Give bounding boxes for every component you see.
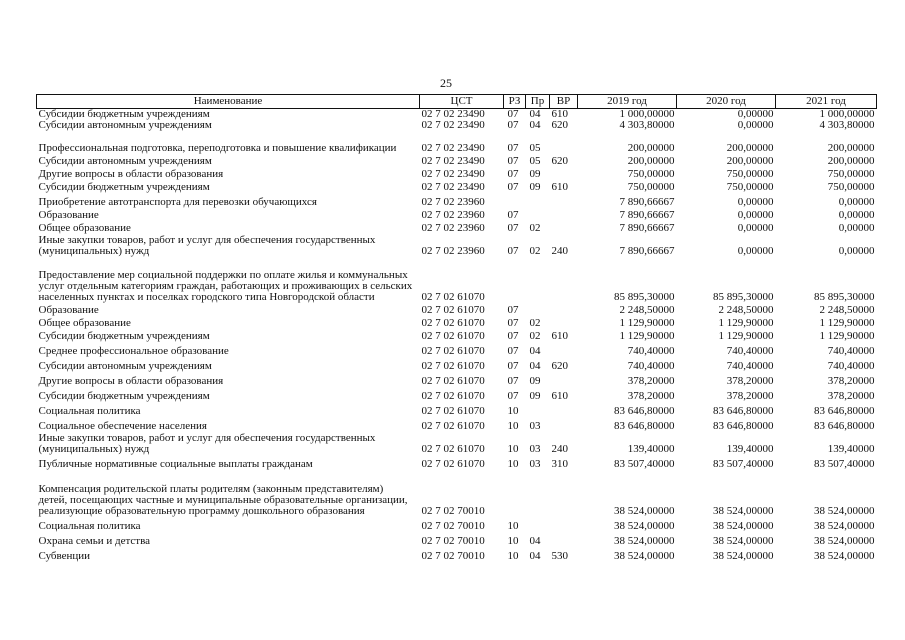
row-value-2021: 740,40000 <box>827 360 875 372</box>
row-rz: 07 <box>507 108 519 120</box>
row-vr <box>550 221 578 234</box>
row-pr <box>526 208 550 221</box>
row-value-2020: 38 524,00000 <box>713 535 774 547</box>
row-value-2019: 7 890,66667 <box>619 245 675 257</box>
row-value-2020: 0,00000 <box>737 209 774 221</box>
row-pr: 09 <box>529 375 541 387</box>
row-value-2021: 740,40000 <box>827 345 875 357</box>
row-rz: 07 <box>507 375 519 387</box>
row-rz: 10 <box>507 535 519 547</box>
row-value-2021: 750,00000 <box>827 168 875 180</box>
row-vr <box>550 342 578 357</box>
row-cst: 02 7 02 61070 <box>421 317 485 329</box>
column-header-vr: ВР <box>550 95 578 109</box>
row-value-2020: 38 524,00000 <box>713 505 774 517</box>
row-cst: 02 7 02 23960 <box>421 196 485 208</box>
row-value-2021: 0,00000 <box>838 209 875 221</box>
row-value-2019: 7 890,66667 <box>619 196 675 208</box>
row-value-2021: 378,20000 <box>827 375 875 387</box>
row-value-2021: 38 524,00000 <box>814 520 875 532</box>
row-value-2019: 38 524,00000 <box>614 550 675 562</box>
row-vr: 310 <box>551 458 568 470</box>
row-rz <box>504 257 526 303</box>
row-value-2019: 83 646,80000 <box>614 420 675 432</box>
row-cst: 02 7 02 61070 <box>421 360 485 372</box>
row-value-2021: 83 507,40000 <box>814 458 875 470</box>
row-cst: 02 7 02 61070 <box>421 304 485 316</box>
table-row <box>37 470 877 517</box>
row-value-2019: 750,00000 <box>627 168 675 180</box>
row-vr: 610 <box>551 108 568 120</box>
table-row <box>37 167 877 180</box>
row-vr <box>550 372 578 387</box>
row-pr: 04 <box>529 345 541 357</box>
row-value-2020: 139,40000 <box>726 443 774 455</box>
row-name: Субсидии бюджетным учреждениям <box>38 330 210 342</box>
row-vr: 240 <box>551 443 568 455</box>
table-row <box>37 342 877 357</box>
row-value-2020: 1 129,90000 <box>718 330 774 342</box>
table-row <box>37 120 877 131</box>
row-rz: 07 <box>507 222 519 234</box>
row-rz: 07 <box>507 317 519 329</box>
row-value-2020: 83 646,80000 <box>713 420 774 432</box>
row-value-2019: 83 646,80000 <box>614 405 675 417</box>
table-row <box>37 455 877 470</box>
row-value-2021: 1 000,00000 <box>819 108 875 120</box>
table-row <box>37 303 877 316</box>
row-value-2020: 38 524,00000 <box>713 520 774 532</box>
row-value-2019: 38 524,00000 <box>614 505 675 517</box>
row-vr <box>550 532 578 547</box>
column-header-cst: ЦСТ <box>420 95 504 109</box>
row-vr <box>550 303 578 316</box>
row-cst: 02 7 02 70010 <box>421 520 485 532</box>
table-row <box>37 131 877 154</box>
row-value-2021: 200,00000 <box>827 142 875 154</box>
row-cst: 02 7 02 61070 <box>421 390 485 402</box>
row-rz: 10 <box>507 405 519 417</box>
row-pr: 09 <box>529 168 541 180</box>
row-pr <box>526 402 550 417</box>
table-row <box>37 221 877 234</box>
row-value-2019: 7 890,66667 <box>619 222 675 234</box>
row-value-2019: 85 895,30000 <box>614 291 675 303</box>
row-value-2020: 0,00000 <box>737 108 774 120</box>
row-value-2021: 200,00000 <box>827 155 875 167</box>
row-rz: 07 <box>507 360 519 372</box>
table-row <box>37 154 877 167</box>
row-name: Среднее профессиональное образование <box>38 345 229 357</box>
row-vr <box>550 167 578 180</box>
row-rz: 07 <box>507 181 519 193</box>
row-pr: 04 <box>529 550 541 562</box>
row-pr <box>526 470 550 517</box>
row-value-2020: 740,40000 <box>726 360 774 372</box>
table-row <box>37 532 877 547</box>
row-value-2019: 378,20000 <box>627 390 675 402</box>
row-cst: 02 7 02 70010 <box>421 505 485 517</box>
table-row <box>37 402 877 417</box>
row-pr: 05 <box>529 142 541 154</box>
row-cst: 02 7 02 23490 <box>421 181 485 193</box>
row-value-2019: 740,40000 <box>627 360 675 372</box>
row-name: Образование <box>38 209 99 221</box>
row-value-2019: 200,00000 <box>627 155 675 167</box>
column-header-pr: Пр <box>526 95 550 109</box>
row-pr: 09 <box>529 181 541 193</box>
row-cst: 02 7 02 61070 <box>421 420 485 432</box>
row-vr: 620 <box>551 360 568 372</box>
row-name: Публичные нормативные социальные выплаты гражданам <box>38 458 313 470</box>
row-name: Субсидии бюджетным учреждениям <box>38 181 210 193</box>
row-value-2020: 200,00000 <box>726 142 774 154</box>
row-vr <box>550 470 578 517</box>
row-name: Социальное обеспечение населения <box>38 420 207 432</box>
row-rz: 07 <box>507 142 519 154</box>
row-value-2021: 38 524,00000 <box>814 550 875 562</box>
column-header-rz: РЗ <box>504 95 526 109</box>
row-pr: 09 <box>529 390 541 402</box>
row-value-2021: 139,40000 <box>827 443 875 455</box>
row-vr: 620 <box>551 155 568 167</box>
row-vr <box>550 131 578 154</box>
row-rz: 10 <box>507 443 519 455</box>
table-row <box>37 208 877 221</box>
table-body <box>37 109 877 563</box>
row-value-2020: 378,20000 <box>726 390 774 402</box>
row-pr: 04 <box>529 119 541 131</box>
row-vr: 530 <box>551 550 568 562</box>
row-rz <box>504 193 526 208</box>
row-name: Субсидии автономным учреждениям <box>38 360 212 372</box>
row-cst: 02 7 02 23490 <box>421 168 485 180</box>
row-name: Другие вопросы в области образования <box>38 168 224 180</box>
row-vr <box>550 417 578 432</box>
table-row <box>37 357 877 372</box>
row-pr: 04 <box>529 108 541 120</box>
row-pr: 03 <box>529 458 541 470</box>
row-rz: 07 <box>507 155 519 167</box>
row-value-2021: 0,00000 <box>838 222 875 234</box>
row-value-2019: 83 507,40000 <box>614 458 675 470</box>
row-pr <box>526 257 550 303</box>
table-row <box>37 517 877 532</box>
row-cst: 02 7 02 70010 <box>421 550 485 562</box>
column-header-2021: 2021 год <box>776 95 877 109</box>
row-value-2021: 0,00000 <box>838 245 875 257</box>
row-vr: 610 <box>551 330 568 342</box>
row-vr: 240 <box>551 245 568 257</box>
table-row <box>37 432 877 455</box>
row-value-2020: 2 248,50000 <box>718 304 774 316</box>
row-rz: 07 <box>507 209 519 221</box>
row-vr <box>550 316 578 329</box>
row-value-2020: 378,20000 <box>726 375 774 387</box>
row-pr: 02 <box>529 222 541 234</box>
row-name: Охрана семьи и детства <box>38 535 151 547</box>
row-cst: 02 7 02 23490 <box>421 142 485 154</box>
budget-table <box>36 94 877 562</box>
row-value-2021: 378,20000 <box>827 390 875 402</box>
column-header-name: Наименование <box>37 95 420 109</box>
row-vr: 620 <box>551 119 568 131</box>
table-row <box>37 257 877 303</box>
row-value-2020: 0,00000 <box>737 196 774 208</box>
row-cst: 02 7 02 23960 <box>421 222 485 234</box>
row-name: Предоставление мер социальной поддержки по оплате жилья и коммунальных услуг отдельным категориям граждан, работающих и проживающих в сельских населенных пунктах и поселках городского типа Новгородской области <box>38 269 413 303</box>
row-cst: 02 7 02 61070 <box>421 375 485 387</box>
row-value-2020: 740,40000 <box>726 345 774 357</box>
table-row <box>37 234 877 257</box>
row-cst: 02 7 02 70010 <box>421 535 485 547</box>
row-rz: 07 <box>507 245 519 257</box>
row-value-2021: 0,00000 <box>838 196 875 208</box>
row-value-2019: 200,00000 <box>627 142 675 154</box>
row-cst: 02 7 02 61070 <box>421 345 485 357</box>
row-pr: 02 <box>529 330 541 342</box>
row-value-2019: 38 524,00000 <box>614 520 675 532</box>
table-row <box>37 329 877 342</box>
row-cst: 02 7 02 61070 <box>421 405 485 417</box>
row-value-2020: 0,00000 <box>737 119 774 131</box>
row-value-2019: 2 248,50000 <box>619 304 675 316</box>
table-row <box>37 316 877 329</box>
row-value-2019: 1 129,90000 <box>619 317 675 329</box>
row-rz: 10 <box>507 458 519 470</box>
row-vr <box>550 517 578 532</box>
row-value-2020: 750,00000 <box>726 181 774 193</box>
row-pr: 04 <box>529 535 541 547</box>
row-vr <box>550 208 578 221</box>
row-rz <box>504 470 526 517</box>
row-value-2019: 7 890,66667 <box>619 209 675 221</box>
row-value-2021: 4 303,80000 <box>819 119 875 131</box>
row-rz: 07 <box>507 330 519 342</box>
row-vr <box>550 402 578 417</box>
row-name: Иные закупки товаров, работ и услуг для обеспечения государственных (муниципальных) нужд <box>38 234 376 257</box>
row-rz: 07 <box>507 168 519 180</box>
page-number: 25 <box>440 76 452 90</box>
row-name: Приобретение автотранспорта для перевозки обучающихся <box>38 196 317 208</box>
row-name: Социальная политика <box>38 520 141 532</box>
table-row <box>37 387 877 402</box>
table-row <box>37 193 877 208</box>
row-name: Субвенции <box>38 550 91 562</box>
column-header-2019: 2019 год <box>578 95 677 109</box>
row-value-2019: 38 524,00000 <box>614 535 675 547</box>
row-pr: 03 <box>529 443 541 455</box>
column-header-2020: 2020 год <box>677 95 776 109</box>
row-cst: 02 7 02 23490 <box>421 108 485 120</box>
row-value-2019: 740,40000 <box>627 345 675 357</box>
row-cst: 02 7 02 61070 <box>421 291 485 303</box>
row-value-2021: 38 524,00000 <box>814 535 875 547</box>
row-rz: 07 <box>507 345 519 357</box>
row-value-2020: 83 646,80000 <box>713 405 774 417</box>
row-pr: 02 <box>529 245 541 257</box>
row-cst: 02 7 02 23490 <box>421 119 485 131</box>
row-name: Образование <box>38 304 99 316</box>
table-row <box>37 417 877 432</box>
row-pr: 04 <box>529 360 541 372</box>
row-value-2020: 38 524,00000 <box>713 550 774 562</box>
row-cst: 02 7 02 23960 <box>421 209 485 221</box>
row-value-2019: 378,20000 <box>627 375 675 387</box>
row-pr: 03 <box>529 420 541 432</box>
row-value-2021: 1 129,90000 <box>819 317 875 329</box>
row-value-2021: 2 248,50000 <box>819 304 875 316</box>
row-rz: 07 <box>507 119 519 131</box>
row-name: Иные закупки товаров, работ и услуг для обеспечения государственных (муниципальных) нужд <box>38 432 376 455</box>
row-value-2019: 1 000,00000 <box>619 108 675 120</box>
row-name: Субсидии автономным учреждениям <box>38 155 212 167</box>
row-value-2020: 1 129,90000 <box>718 317 774 329</box>
row-vr <box>550 257 578 303</box>
row-value-2020: 85 895,30000 <box>713 291 774 303</box>
row-value-2019: 750,00000 <box>627 181 675 193</box>
row-value-2021: 38 524,00000 <box>814 505 875 517</box>
row-value-2021: 1 129,90000 <box>819 330 875 342</box>
row-cst: 02 7 02 61070 <box>421 458 485 470</box>
row-value-2020: 0,00000 <box>737 245 774 257</box>
row-value-2019: 139,40000 <box>627 443 675 455</box>
row-pr: 05 <box>529 155 541 167</box>
row-pr <box>526 303 550 316</box>
row-cst: 02 7 02 23960 <box>421 245 485 257</box>
row-value-2019: 1 129,90000 <box>619 330 675 342</box>
row-value-2019: 4 303,80000 <box>619 119 675 131</box>
row-pr <box>526 517 550 532</box>
row-rz: 10 <box>507 550 519 562</box>
row-name: Компенсация родительской платы родителям (законным представителям) детей, посещающих частные и муниципальные образовательные организации, реализующие образовательную программу дошкольного образования <box>38 483 408 517</box>
row-rz: 07 <box>507 390 519 402</box>
row-value-2021: 750,00000 <box>827 181 875 193</box>
table-row <box>37 180 877 193</box>
row-rz: 07 <box>507 304 519 316</box>
row-value-2020: 83 507,40000 <box>713 458 774 470</box>
row-name: Общее образование <box>38 317 131 329</box>
row-value-2020: 0,00000 <box>737 222 774 234</box>
row-value-2020: 200,00000 <box>726 155 774 167</box>
row-name: Субсидии бюджетным учреждениям <box>38 108 210 120</box>
row-name: Профессиональная подготовка, переподготовка и повышение квалификации <box>38 142 397 154</box>
row-name: Социальная политика <box>38 405 141 417</box>
row-value-2021: 83 646,80000 <box>814 405 875 417</box>
row-vr <box>550 193 578 208</box>
row-cst: 02 7 02 23490 <box>421 155 485 167</box>
row-vr: 610 <box>551 181 568 193</box>
row-name: Субсидии бюджетным учреждениям <box>38 390 210 402</box>
row-name: Субсидии автономным учреждениям <box>38 119 212 131</box>
row-cst: 02 7 02 61070 <box>421 443 485 455</box>
row-rz: 10 <box>507 520 519 532</box>
table-row <box>37 372 877 387</box>
row-pr <box>526 193 550 208</box>
row-cst: 02 7 02 61070 <box>421 330 485 342</box>
table-header-row <box>37 95 877 109</box>
row-vr: 610 <box>551 390 568 402</box>
row-pr: 02 <box>529 317 541 329</box>
row-name: Другие вопросы в области образования <box>38 375 224 387</box>
row-name: Общее образование <box>38 222 131 234</box>
table-row <box>37 547 877 562</box>
row-value-2021: 85 895,30000 <box>814 291 875 303</box>
row-value-2021: 83 646,80000 <box>814 420 875 432</box>
row-value-2020: 750,00000 <box>726 168 774 180</box>
row-rz: 10 <box>507 420 519 432</box>
